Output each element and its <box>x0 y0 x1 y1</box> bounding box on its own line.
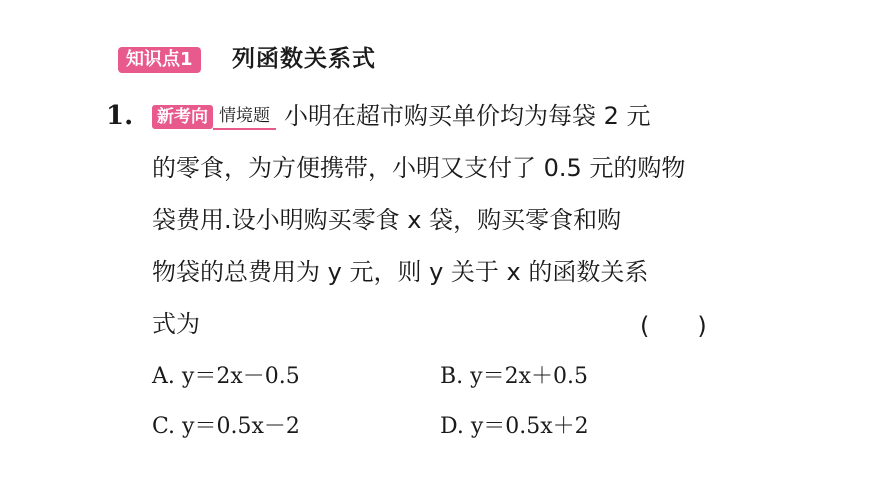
knowledge-point-title: 列函数关系式 <box>232 46 376 72</box>
option-a-expression: y＝2x－0.5 <box>181 364 300 389</box>
option-c-expression: y＝0.5x－2 <box>182 414 300 439</box>
question-line-3: 袋费用.设小明购买零食 x 袋，购买零食和购 <box>152 206 622 234</box>
question-number: 1. <box>106 101 134 131</box>
question-text-1: 小明在超市购买单价均为每袋 2 元 <box>284 102 651 130</box>
option-d-letter: D. <box>440 414 464 439</box>
option-d-expression: y＝0.5x＋2 <box>470 414 589 439</box>
question-line-4: 物袋的总费用为 y 元，则 y 关于 x 的函数关系 <box>152 258 649 286</box>
option-a[interactable] <box>152 361 300 393</box>
question-line-5: 式为 <box>152 310 200 338</box>
answer-blank[interactable]: ( ) <box>640 312 707 340</box>
option-a-letter: A. <box>152 364 175 389</box>
option-d[interactable] <box>440 411 589 443</box>
question-line-1 <box>152 99 651 133</box>
option-b-letter: B. <box>440 364 464 389</box>
option-c-letter: C. <box>152 414 176 439</box>
option-b[interactable] <box>440 361 588 393</box>
option-c[interactable] <box>152 411 300 443</box>
new-direction-tag: 新考向 <box>152 105 213 129</box>
question-line-2: 的零食，为方便携带，小明又支付了 0.5 元的购物 <box>152 154 686 182</box>
question-type-tag: 情境题 <box>213 104 276 130</box>
knowledge-point-badge: 知识点1 <box>118 47 201 73</box>
option-b-expression: y＝2x＋0.5 <box>470 364 588 389</box>
